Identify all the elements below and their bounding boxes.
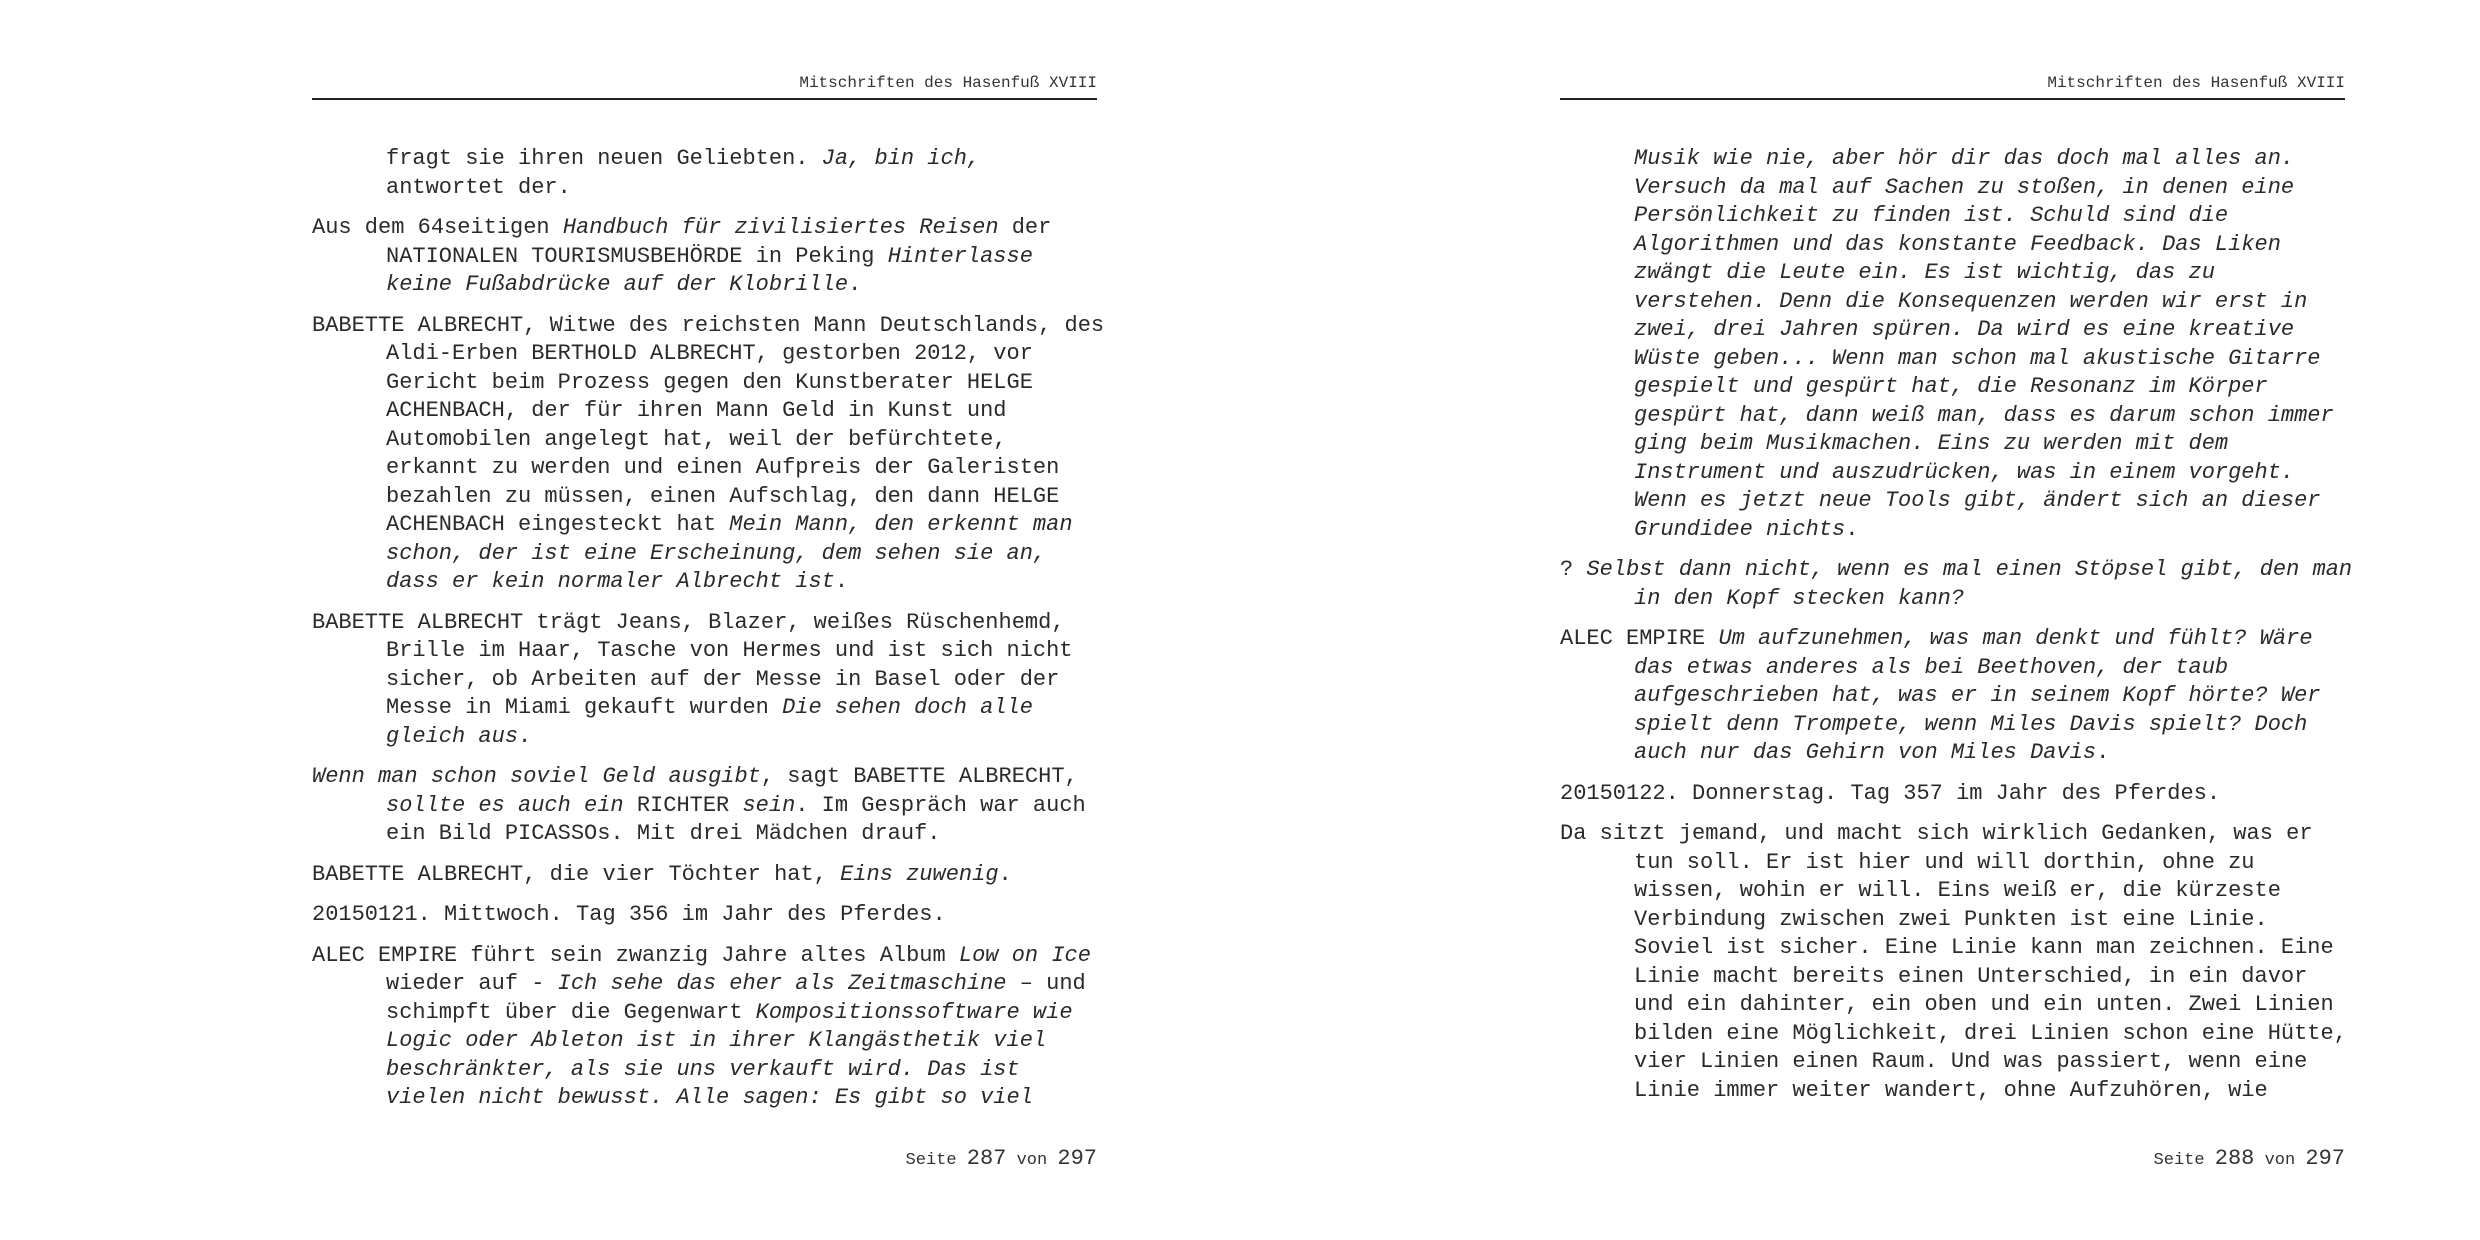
total-page-count: 297 [1057, 1146, 1097, 1171]
page-number-footer: Seite 287 von 297 [905, 1146, 1097, 1171]
page-body [312, 145, 1105, 1125]
paragraph: ? Selbst dann nicht, wenn es mal einen Stöpsel gibt, den man in den Kopf stecken kann? [1560, 557, 2353, 611]
running-header: Mitschriften des Hasenfuß XVIII [312, 72, 1097, 100]
current-page-number: 288 [2214, 1146, 2255, 1171]
paragraph: ALEC EMPIRE Um aufzunehmen, was man denkt und fühlt? Wäre das etwas anderes als bei Beethoven, der taub aufgeschrieben hat, was er in seinem Kopf hörte? Wer spielt denn Trompete, wenn Miles Davis spielt? Doch auch nur das Gehirn von Miles Davis. [1560, 626, 2321, 765]
paragraph: Aus dem 64seitigen Handbuch für zivilisiertes Reisen der NATIONALEN TOURISMUSBEHÖRDE in Peking Hinterlasse keine Fußabdrücke auf der Klobrille. [312, 215, 1052, 297]
page-body [1560, 145, 2353, 1117]
date-entry: 20150121. Mittwoch. Tag 356 im Jahr des Pferdes. [312, 902, 946, 927]
paragraph: BABETTE ALBRECHT, die vier Töchter hat, Eins zuwenig. [312, 861, 1012, 887]
paragraph: Da sitzt jemand, und macht sich wirklich Gedanken, was er tun soll. Er ist hier und will dorthin, ohne zu wissen, wohin er will. Eins weiß er, die kürzeste Verbindung zwischen zwei Punkten ist eine Linie. Soviel ist sicher. Eine Linie kann man zeichnen. Eine Linie macht bereits einen Unterschied, in ein davor und ein dahinter, ein oben und ein unten. Zwei Linien bilden eine Möglichkeit, drei Linien schon eine Hütte, vier Linien einen Raum. Und was passiert, wenn eine Linie immer weiter wandert, ohne Aufzuhören, wie [1560, 821, 2347, 1103]
paragraph: ALEC EMPIRE führt sein zwanzig Jahre altes Album Low on Ice wieder auf - Ich sehe das eher als Zeitmaschine – und schimpft über die Gegenwart Kompositionssoftware wie Logic oder Ableton ist in ihrer Klangästhetik viel beschränkter, als sie uns verkauft wird. Das ist vielen nicht bewusst. Alle sagen: Es gibt so viel [312, 942, 1091, 1110]
total-page-count: 297 [2305, 1146, 2345, 1171]
left-page [312, 0, 1105, 1240]
running-header: Mitschriften des Hasenfuß XVIII [1560, 72, 2345, 100]
right-page [1560, 0, 2353, 1240]
paragraph: BABETTE ALBRECHT trägt Jeans, Blazer, weißes Rüschenhemd, Brille im Haar, Tasche von Hermes und ist sich nicht sicher, ob Arbeiten auf der Messe in Basel oder der Messe in Miami gekauft wurden Die sehen doch alle gleich aus. [312, 609, 1073, 749]
current-page-number: 287 [966, 1146, 1007, 1171]
page-number-footer: Seite 288 von 297 [2153, 1146, 2345, 1171]
paragraph: Musik wie nie, aber hör dir das doch mal alles an. Versuch da mal auf Sachen zu stoßen, in denen eine Persönlichkeit zu finden ist. Schuld sind die Algorithmen und das konstante Feedback. Das Liken zwängt die Leute ein. Es ist wichtig, das zu verstehen. Denn die Konsequenzen werden wir erst in zwei, drei Jahren spüren. Da wird es eine kreative Wüste geben... Wenn man schon mal akustische Gitarre gespielt und gespürt hat, die Resonanz im Körper gespürt hat, dann weiß man, dass es darum schon immer ging beim Musikmachen. Eins zu werden mit dem Instrument und auszudrücken, was in einem vorgeht. Wenn es jetzt neue Tools gibt, ändert sich an dieser Grundidee nichts. [1634, 146, 2334, 542]
paragraph: fragt sie ihren neuen Geliebten. Ja, bin ich, antwortet der. [386, 146, 981, 200]
paragraph: BABETTE ALBRECHT, Witwe des reichsten Mann Deutschlands, des Aldi-Erben BERTHOLD ALBRECHT, gestorben 2012, vor Gericht beim Prozess gegen den Kunstberater HELGE ACHENBACH, der für ihren Mann Geld in Kunst und Automobilen angelegt hat, weil der befürchtete, erkannt zu werden und einen Aufpreis der Galeristen bezahlen zu müssen, einen Aufschlag, den dann HELGE ACHENBACH eingesteckt hat Mein Mann, den erkennt man schon, der ist eine Erscheinung, dem sehen sie an, dass er kein normaler Albrecht ist. [312, 312, 1105, 594]
date-entry: 20150122. Donnerstag. Tag 357 im Jahr des Pferdes. [1560, 780, 2221, 806]
paragraph: Wenn man schon soviel Geld ausgibt, sagt BABETTE ALBRECHT, sollte es auch ein RICHTER sein. Im Gespräch war auch ein Bild PICASSOs. Mit drei Mädchen drauf. [312, 764, 1086, 846]
